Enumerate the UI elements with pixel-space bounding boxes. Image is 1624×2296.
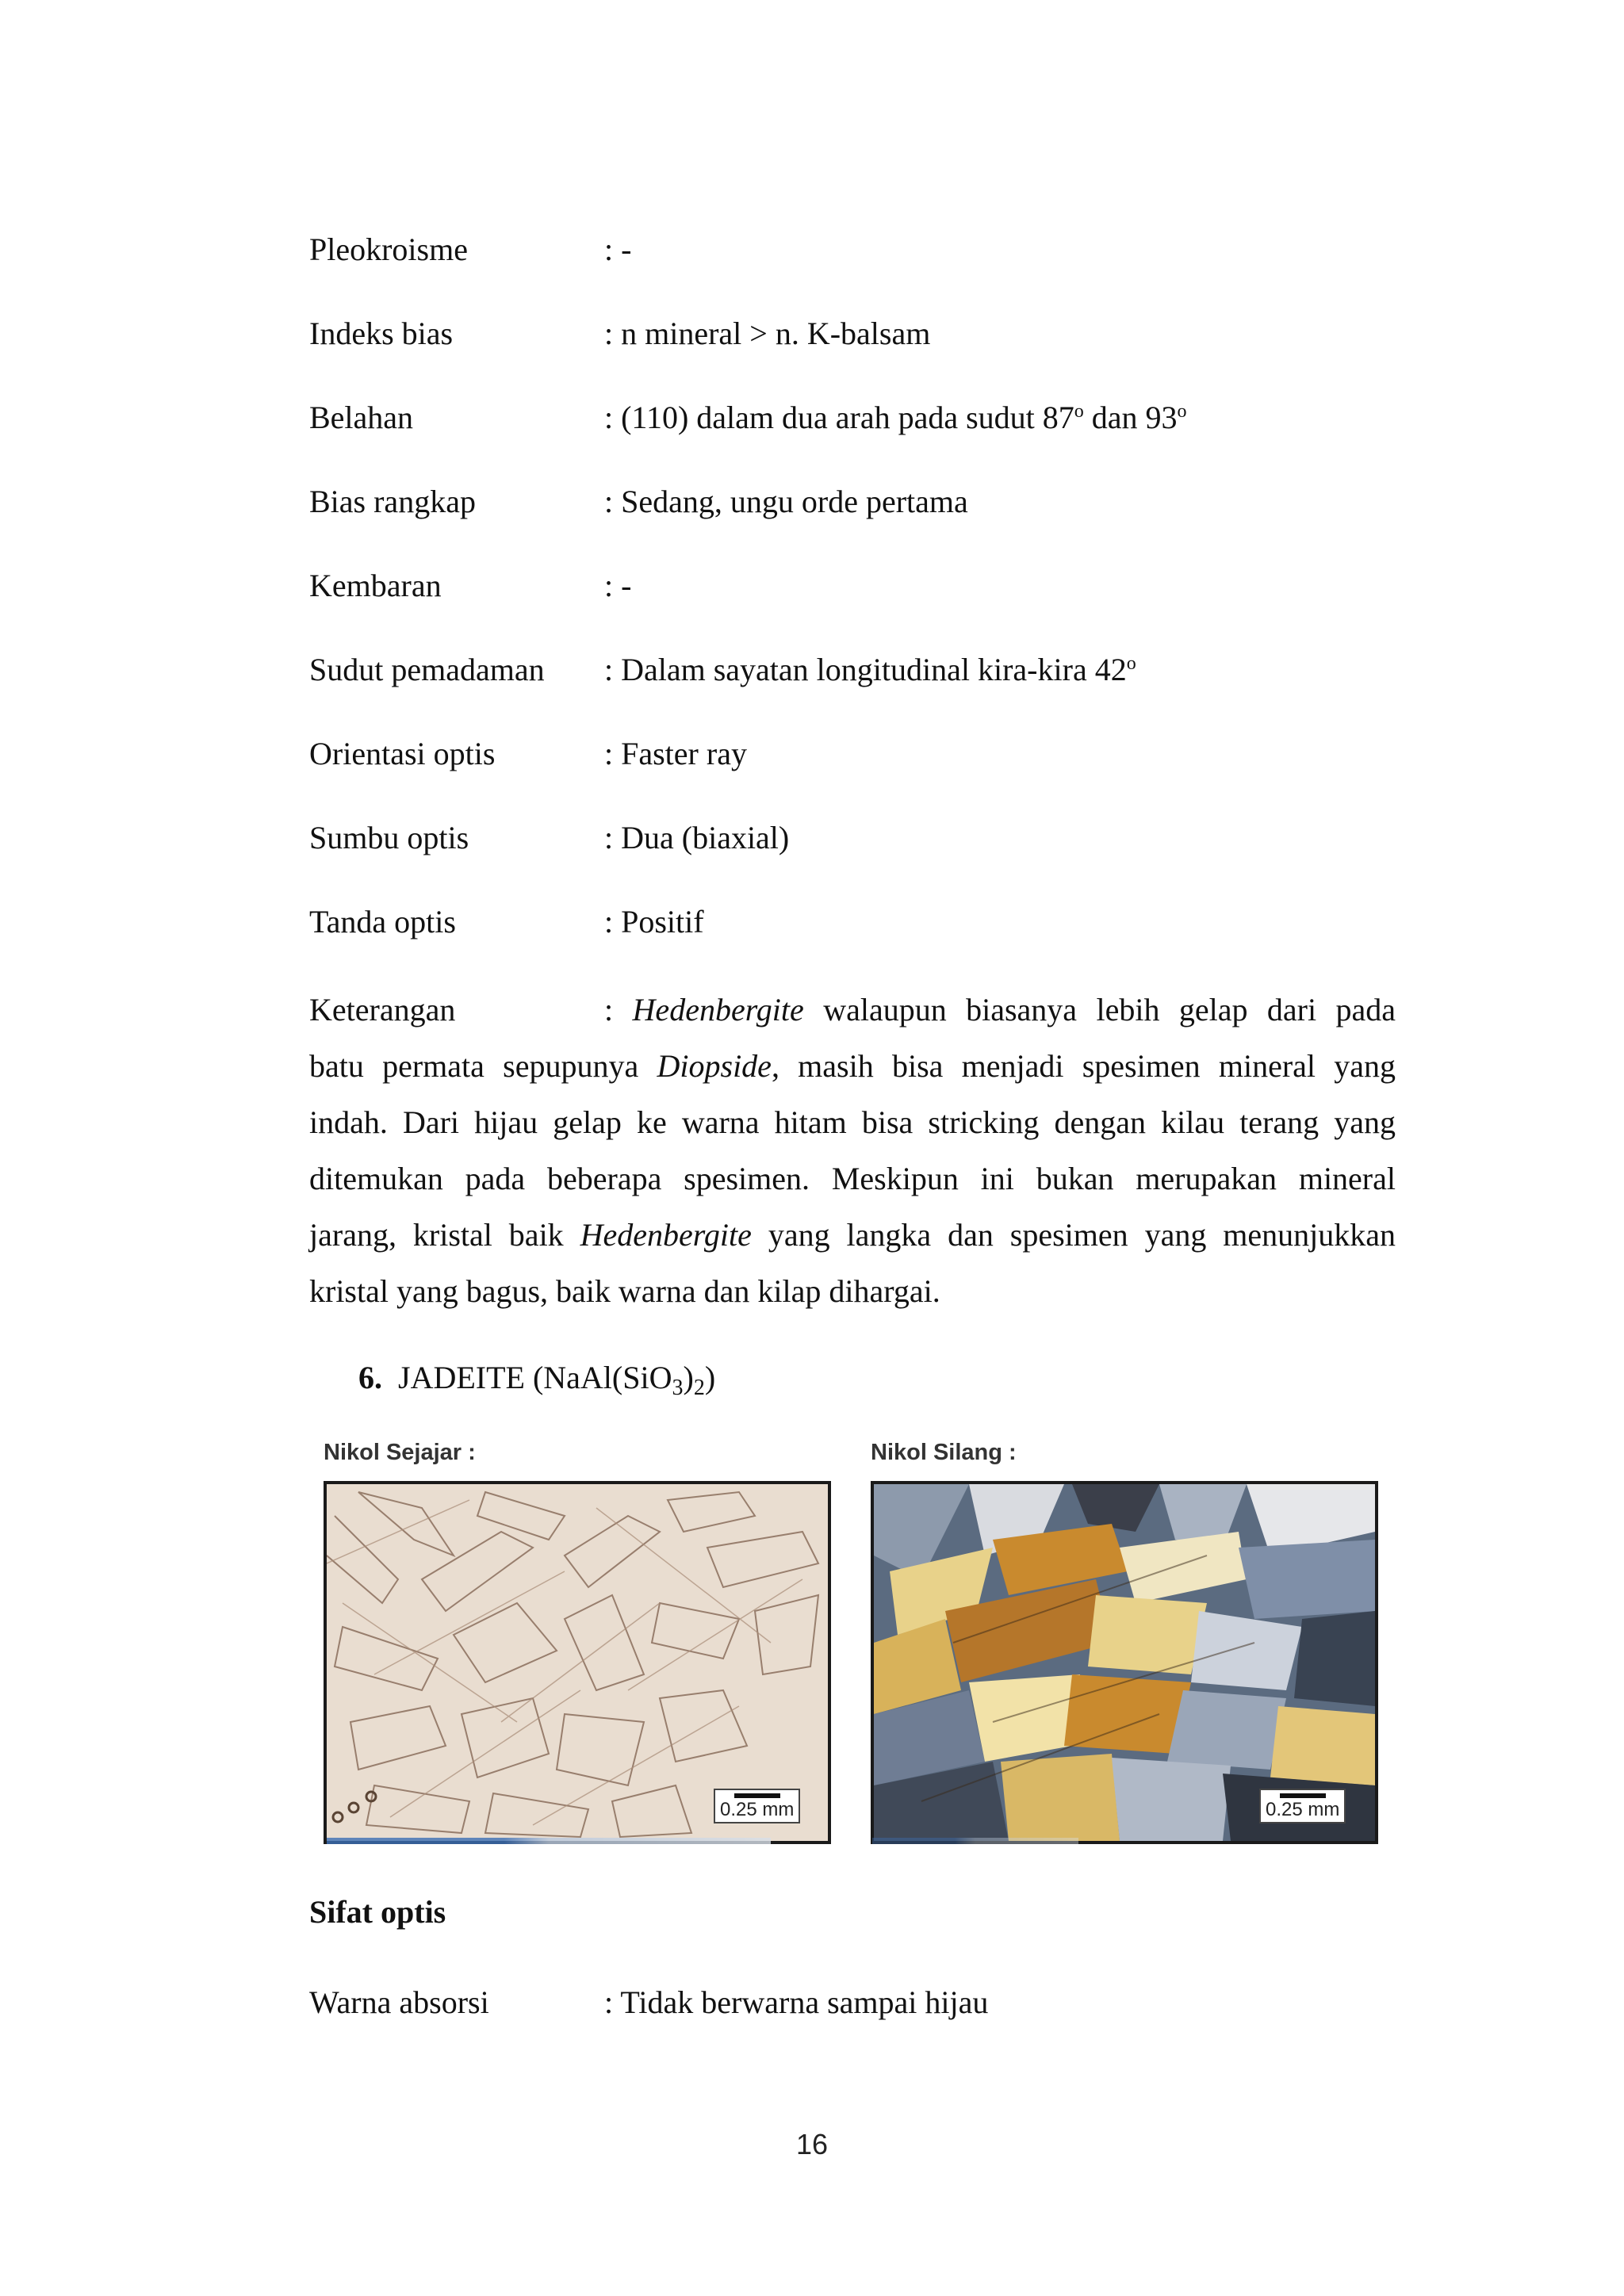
property-label: Kembaran	[309, 568, 442, 603]
paragraph-text: walaupun biasanya lebih gelap dari pada	[823, 992, 1396, 1027]
scale-bar-line	[1280, 1793, 1326, 1798]
degree-superscript: o	[1126, 653, 1136, 674]
colon: :	[604, 992, 614, 1027]
property-value	[604, 646, 1136, 694]
property-label: Tanda optis	[309, 904, 456, 939]
paragraph-text: batu permata sepupunya	[309, 1048, 639, 1084]
property-value: : -	[604, 232, 632, 267]
micrograph-parallel-nicols	[324, 1481, 831, 1844]
paragraph-line	[309, 982, 1396, 1038]
property-row-warna-absorsi	[309, 1979, 1396, 2026]
property-label: Sudut pemadaman	[309, 652, 545, 687]
property-value: : Dua (biaxial)	[604, 820, 790, 855]
property-value: : Sedang, ungu orde pertama	[604, 484, 968, 519]
micrograph-xpl-image	[874, 1484, 1375, 1841]
subscript: 3	[672, 1376, 684, 1400]
heading-text: )	[683, 1360, 694, 1395]
mineral-name-italic: Hedenbergite	[580, 1217, 752, 1253]
mineral-heading	[358, 1354, 715, 1402]
property-value-text: : (110) dalam dua arah pada sudut 87	[604, 400, 1074, 435]
property-value: : n mineral > n. K-balsam	[604, 316, 931, 351]
image-artifact-strip	[872, 1838, 1078, 1844]
property-row-belahan	[309, 394, 1396, 442]
property-value: : Tidak berwarna sampai hijau	[604, 1984, 989, 2020]
paragraph-line: indah. Dari hijau gelap ke warna hitam bisa stricking dengan kilau terang yang	[309, 1104, 1396, 1140]
property-row-kembaran	[309, 562, 1396, 610]
mineral-name-italic: Diopside	[657, 1048, 772, 1084]
section-title: Sifat optis	[309, 1894, 446, 1930]
image-artifact-strip	[327, 1838, 771, 1844]
keterangan-label: Keterangan	[309, 992, 456, 1027]
property-label: Belahan	[309, 400, 414, 435]
heading-text: JADEITE (NaAl(SiO	[398, 1360, 672, 1395]
scale-bar-label: 0.25 mm	[720, 1799, 795, 1820]
property-row-sudut-pemadaman	[309, 646, 1396, 694]
property-value: : Positif	[604, 904, 704, 939]
scale-bar-line	[734, 1793, 780, 1798]
property-value-text: dan 93	[1083, 400, 1178, 435]
property-value-text: : Dalam sayatan longitudinal kira-kira 42	[604, 652, 1127, 687]
property-label: Indeks bias	[309, 316, 454, 351]
property-label: Pleokroisme	[309, 232, 468, 267]
property-label: Bias rangkap	[309, 484, 476, 519]
scale-bar-right	[1259, 1789, 1346, 1823]
paragraph-text: yang langka dan spesimen yang menunjukkan	[768, 1217, 1396, 1253]
degree-superscript: o	[1074, 401, 1084, 422]
property-value: : -	[604, 568, 632, 603]
page-number: 16	[795, 2128, 829, 2160]
property-value: : Faster ray	[604, 736, 747, 771]
scale-bar-label: 0.25 mm	[1266, 1799, 1340, 1820]
property-row-orientasi-optis	[309, 730, 1396, 778]
figure-label-left: Nikol Sejajar :	[324, 1440, 476, 1465]
figure-label-right: Nikol Silang :	[871, 1440, 1017, 1465]
paragraph-line: kristal yang bagus, baik warna dan kilap dihargai.	[309, 1273, 940, 1309]
paragraph-line	[309, 1038, 1396, 1094]
paragraph-text: jarang, kristal baik	[309, 1217, 564, 1253]
property-row-tanda-optis	[309, 898, 1396, 946]
heading-text: )	[704, 1360, 716, 1395]
heading-number: 6.	[358, 1360, 382, 1395]
property-row-bias-rangkap	[309, 478, 1396, 526]
property-row-pleokroisme	[309, 226, 1396, 274]
keterangan-paragraph	[309, 982, 1396, 1319]
scale-bar-left	[714, 1789, 800, 1823]
property-label: Orientasi optis	[309, 736, 496, 771]
mineral-name-italic: Hedenbergite	[632, 992, 804, 1027]
degree-superscript: o	[1177, 401, 1187, 422]
paragraph-text: , masih bisa menjadi spesimen mineral yang	[771, 1048, 1396, 1084]
property-value	[604, 394, 1187, 442]
paragraph-line	[309, 1207, 1396, 1263]
property-row-indeks-bias	[309, 310, 1396, 358]
property-row-sumbu-optis	[309, 814, 1396, 862]
subscript: 2	[693, 1376, 705, 1400]
micrograph-crossed-nicols	[871, 1481, 1378, 1844]
property-label: Warna absorsi	[309, 1984, 489, 2020]
paragraph-line: ditemukan pada beberapa spesimen. Meskipun ini bukan merupakan mineral	[309, 1161, 1396, 1196]
micrograph-ppl-image	[327, 1484, 828, 1841]
property-label: Sumbu optis	[309, 820, 469, 855]
